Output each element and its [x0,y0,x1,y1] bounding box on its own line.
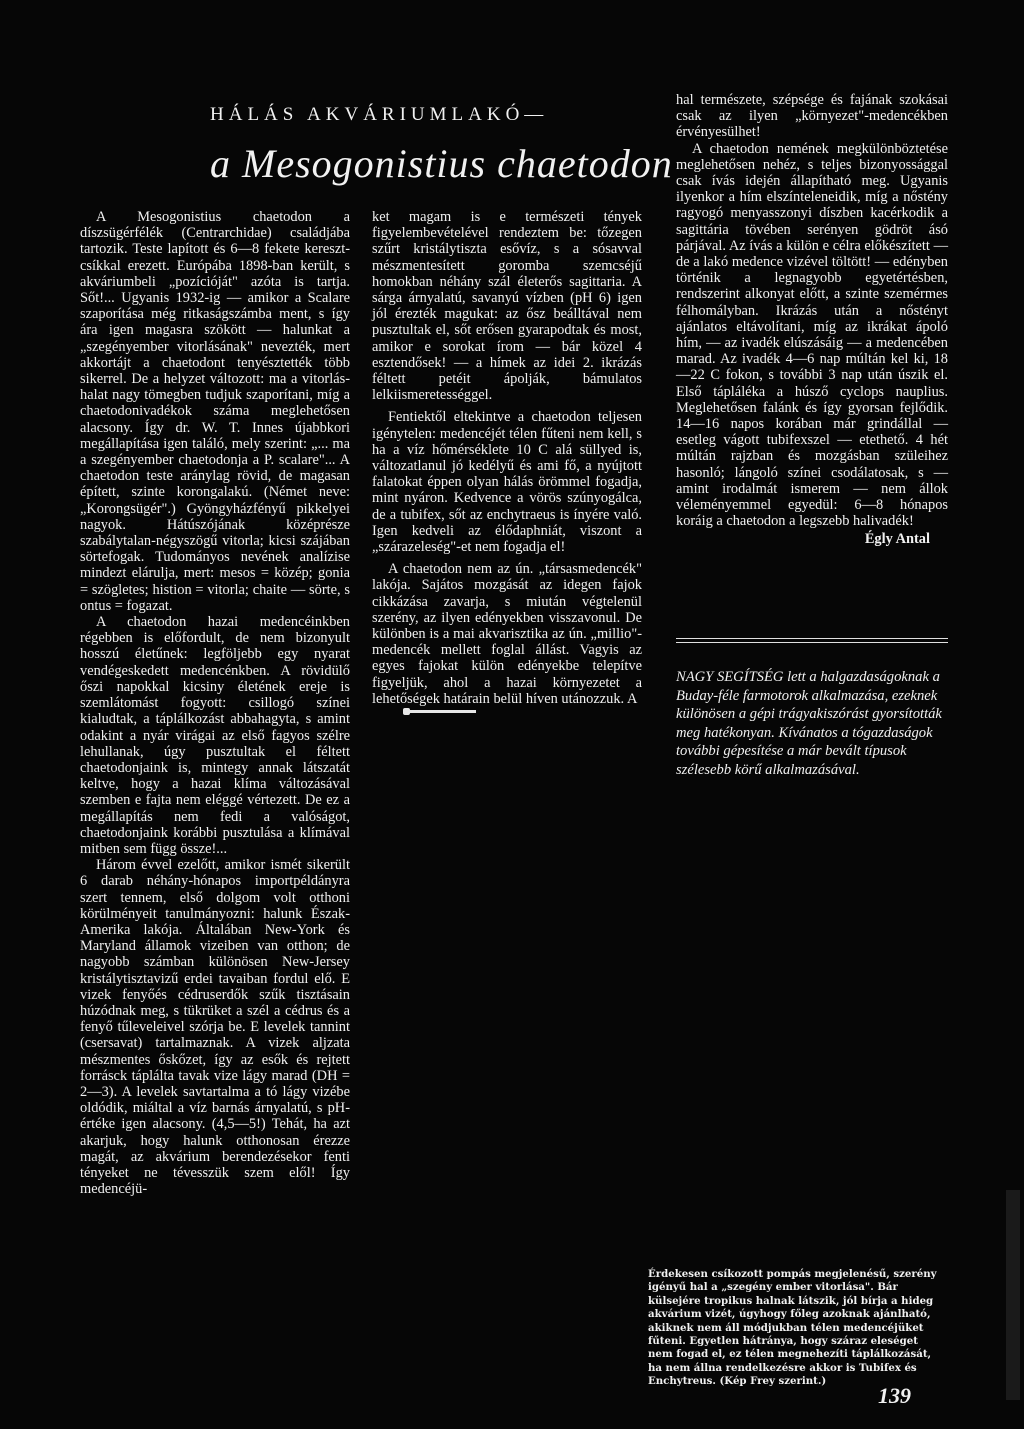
paragraph: ket magam is e természeti tények figyelembevételével rendeztem be: tőzegen szűrt kristálytisztа esővíz, s a sósavval mészmentesített gorombа szemcséjű homokban néhány szál életerős sagittaria. A sárga árnyalatú, savanyú vízben (pH 6) igen jól érezték magukat: az ősz beálltával nem pusztultak el, sőt erősen gyarapodtak és most, amikor e sorokat írom — bár közel 4 esztendősek! — a hímek az idei 2. ikrázás féltett petéit ápolják, bámulatos lelkiismeretességgel. [372,209,642,404]
end-mark [408,710,476,713]
paragraph: Fentiektől eltekintve a chaetodon teljesen igénytelen: medencéjét télen fűteni nem kell, s ha a víz hőmérséklete 10 C alá süllyed is, változatlanul jó kedélyű és ami fő, a nyújtott falatokat éppen olyan hálás örömmel fogadja, mint nyáron. Kedvence a vörös szúnyogálca, de a tubifex, sőt az enchytraeus is ínyére való. Igen kedveli az élődaphniát, viszont a „szárazeleség"-et nem fogadja el! [372,409,642,556]
article-column-3 [676,92,948,548]
article-column-2 [372,209,642,707]
scan-edge [1006,1190,1020,1400]
paragraph: A Mesogonistius chaetodon a díszsügérfélék (Centrarchidae) családjába tartozik. Teste lapított és 6—8 fekete kereszt-csíkkal erezett. Európába 1898-ban került, s akváriumbeli „pozícióját" azóta is tartja. Sőt!... Ugyanis 1932-ig — amikor a Scalare szaporítása még ritkaságszámba ment, s így ára igen magasra szökött — halunkat a „szegényember vitorlásának" nevezték, mert akkortájt a chaetodont tenyésztették több sikerrel. De a helyzet változott: ma a vitorlás-halat nagy tömegben tudjuk szaporítani, míg a chaetodonivadékok száma meglehetősen alacsony. Így dr. W. T. Innes újabbkori megállapítása igen találó, mely szerint: „... ma a szegényember chaetodonja a P. scalare"... A chaetodon teste aránylag rövid, de magasan épített, szinte korongalakú. (Német neve: „Korongsügér".) Gyöngyházfényű pikkelyei nagyok. Hátúszójának középrésze szabálytalan-négyszögű vitorla; kicsi szájában sörtefogak. Tudományos nevének analízise mindezt elárulja, mert: mesos = közép; gonia = szögletes; histion = vitorla; chaite — sörte, s ontus = fogazat. [80,209,350,614]
article-column-1 [80,209,350,1197]
paragraph: Három évvel ezelőtt, amikor ismét sikerült 6 darab néhány-hónapos importpéldányra szert tennem, első dolgom volt otthoni körülményeit tanulmányozni: halunk Észak-Amerika lakója. Általában New-York és Maryland államok vizeiben van otthon; de nagyobb számban különösen New-Jersey kristálytisztavizű erdei tavaiban fordul elő. E vizek fenyőés cédruserdők szűk tisztásain húzódnak meg, s tükrüket a szél a cédrus és a fenyő tűleveleivel szórja be. E levelek tannint (csersavat) tartalmaznak. A vizek aljzata mészmentes őskőzet, így az esők és rejtett forrásck táplálta tavak vize lágy marad (DH = 2—3). A levelek savtartalma a tó lágy vizébe oldódik, miáltal a víz barnás árnyalatú, s pH-értéke igen alacsony. (4,5—5!) Tehát, ha azt akarjuk, hogy halunk otthonosan érezze magát, az akvárium berendezésekor fenti tényeket ne tévesszük szem elől! Így medencéjü- [80,857,350,1198]
divider-rule [676,638,948,639]
image-caption: Érdekesen csíkozott pompás megjelenésű, szerény igényű hal a „szegény ember vitorlása". Bár külsejére tropikus halnak látszik, jól bírja a hideg akvárium vizét, úgyhogy főleg azoknak ajánlható, akiknek nem áll módjukban télen medencéjüket fűteni. Egyetlen hátránya, hogy száraz eleséget nem fogad el, ez télen megnehezíti táplálkozását, ha nem állna rendelkezésre akkor is Tubifex és Enchytreus. (Kép Frey szerint.) [648,1268,937,1388]
article-title: a Mesogonistius chaetodon [210,141,673,186]
page-number: 139 [878,1383,911,1408]
paragraph: hal természete, szépsége és fajának szokásai csak az ilyen „környezet"-medencékben érvényesülhet! [676,92,948,141]
paragraph: A chaetodon hazai medencéinkben régebben is előfordult, de nem bizonyult hosszú életűnek: legföljebb egy nyarat vendégeskedett medencénkben. A rövidülő őszi napokkal kicsiny életének ereje is szemlátomást fogyott: csillogó színei kialudtak, a táplálkozást abbahagyta, s amint odakint a nyár virágai az első fagyos szélre lehullanak, úgy pusztultak el féltett chaetodonjaink is, mintegy annak látszatát keltve, hogy a hazai klíma változásával szemben e fajta nem eléggé vértezett. De ez a megállapítás nem fedi a valóságot, chaetodonjaink korábbi pusztulása a klímával mitben sem függ össze!... [80,614,350,857]
section-header: HÁLÁS AKVÁRIUMLAKÓ— [210,104,549,125]
notice-box: NAGY SEGÍTSÉG lett a halgazdaságoknak a Buday-féle farmotorok alkalmazása, ezeknek különösen a gépi trágyakiszórást gyorsították meg hatékonyan. Kívánatos a tógazdaságok további gépesítése a már bevált típusok szélesebb körű alkalmazásával. [676,669,942,778]
paragraph: A chaetodon nem az ún. „társasmedencék" lakója. Sajátos mozgását az idegen fajok cikkázása zavarja, s miután végtelenül szerény, az ilyen edényekben visszavonul. De különben is a mai akvarisztika az ún. „millio"-medencék mellett foglal állást. Vagyis az egyes fajokat külön edényekbe telepítve figyeljük, ahol a hazai környezetet a lehetőségek határain belül híven utánozzuk. A [372,561,642,707]
paragraph: A chaetodon nemének megkülönböztetése meglehetősen nehéz, s teljes bizonyossággal csak ívás idején állapítható meg. Ugyanis ilyenkor a hím elszínteleneidik, míg a nőstény ragyogó menyasszonyi díszben kacérkodik a sagittária tövében serényen gödröt ásó párjával. Az ívás a külön e célra előkészített — de a lakó medence vizével töltött! — edényben történik a legnagyobb egyetértésben, rendszerint alkonyat előtt, a szinte szemérmes félhomályban. Ikrázás után a nőstényt ajánlatos eltávolítani, míg az ikrákat ápoló hím, — az ivadék elúszásáig — a medencében marad. Az ivadék 4—6 nap múltán kel ki, 18—22 C fokon, s további 3 nap után úszik el. Első tápláléka a húsző cyclops nauplius. Meglehetősen falánk és így gyorsan fejlődik. 14—16 napos korában már grindállal — esetleg vágott tubifexszel — etethető. 4 hét múltán rajzban és mozgásban szüleihez hasonló; lángoló színei csodálatosak, s — amint irodalmát ismerem — nem állok véleményemmel egyedül: 6—8 hónapos koráig a chaetodon a legszebb halivadék! [676,140,948,530]
author-signature: Égly Antal [864,531,930,548]
divider-rule [676,642,948,643]
